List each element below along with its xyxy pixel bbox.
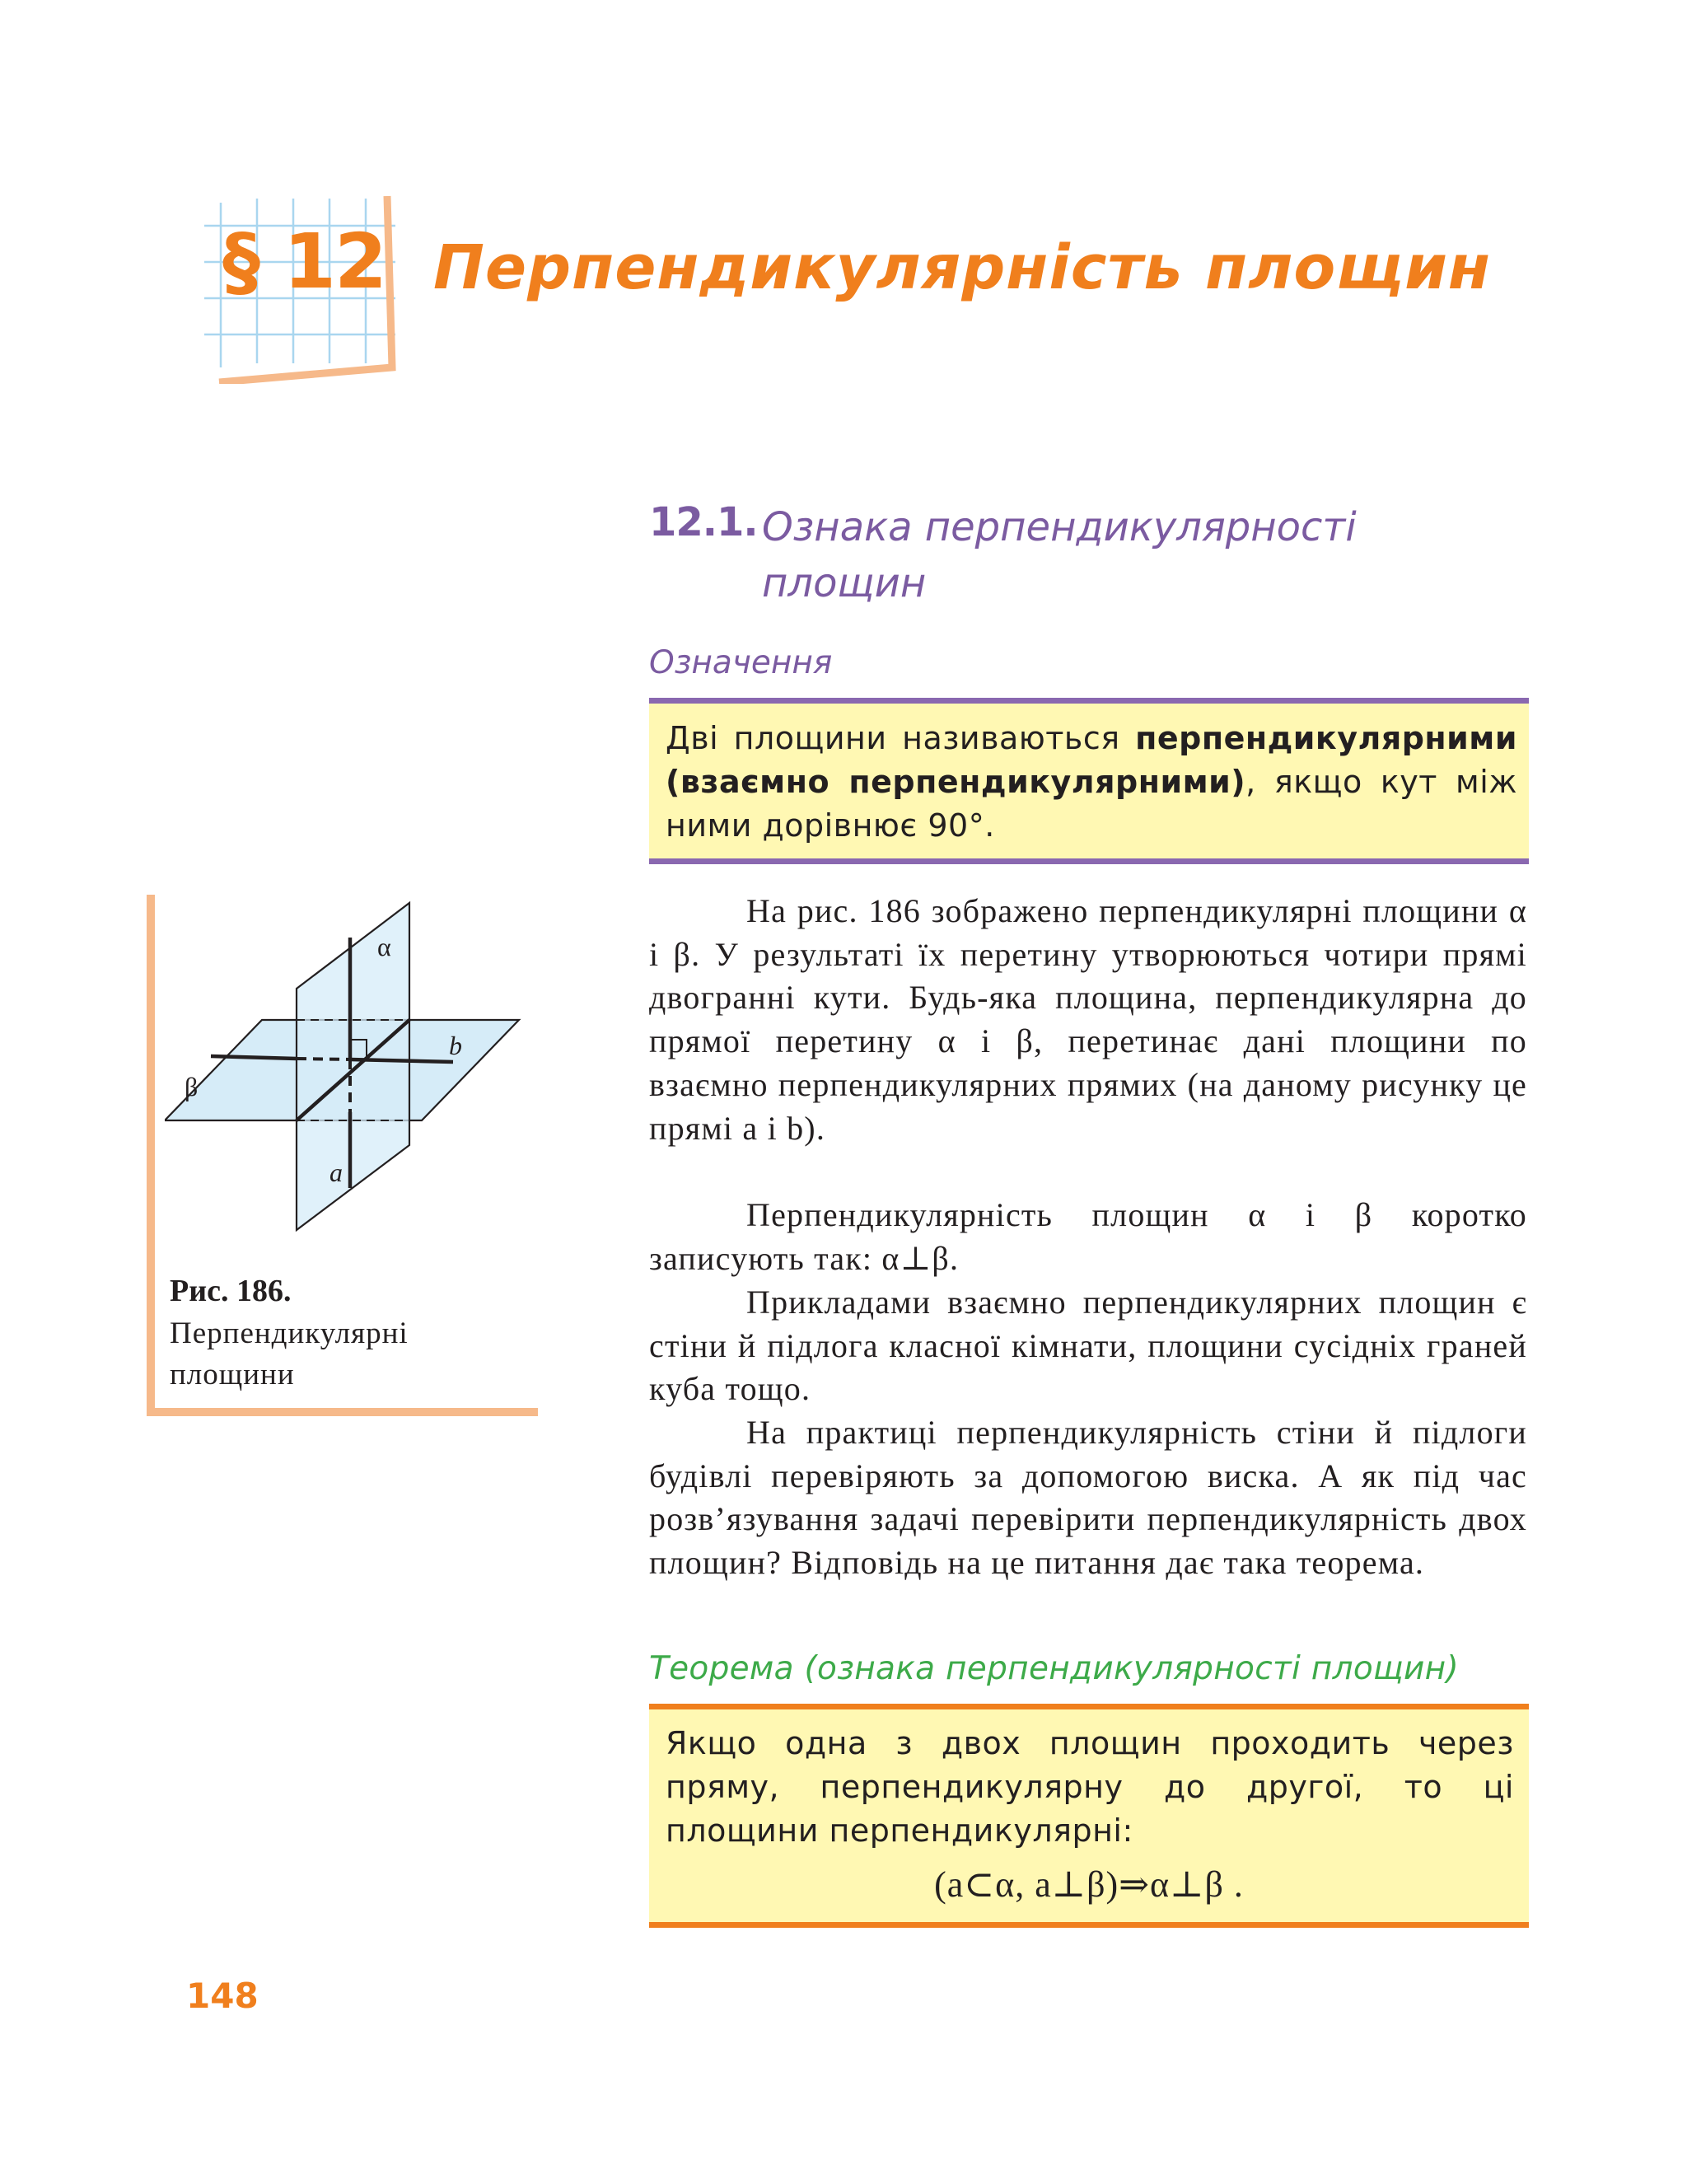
section-title-line1: Ознака перпендикулярності [762, 504, 1357, 550]
definition-text-after: , якщо кут між ними дорівнює 90°. [666, 764, 1517, 844]
paragraph-2 [649, 1194, 1527, 1280]
chapter-title: Перпендикулярність площин [433, 232, 1492, 303]
page-number: 148 [186, 1976, 259, 2016]
theorem-formula: (a⊂α, a⊥β)⇒α⊥β . [934, 1864, 1244, 1905]
paragraph-3 [649, 1281, 1527, 1411]
paragraph-1 [649, 890, 1527, 1150]
figure-caption-text: Перпендикулярні площини [170, 1316, 409, 1391]
section-title [762, 499, 1503, 611]
definition-text [666, 717, 1517, 848]
definition-term: перпендикулярними (взаємно перпендикулярними) [666, 720, 1517, 800]
paragraph-3-text: Прикладами взаємно перпендикулярних площин є стіни й підлога класної кімнати, площини сусідніх граней куба тощо. [649, 1284, 1527, 1408]
figure-caption-label: Рис. 186. [170, 1274, 292, 1308]
paragraph-4-text: На практиці перпендикулярність стіни й підлоги будівлі перевіряють за допомогою виска. А як під час розв’язування задачі перевірити перпендикулярність двох площин? Відповідь на це питання дає така теорема. [649, 1414, 1527, 1582]
section-title-line2: площин [762, 560, 927, 606]
figure-perpendicular-planes [165, 898, 527, 1244]
theorem-label: Теорема (ознака перпендикулярності площин) [649, 1650, 1459, 1687]
paragraph-4 [649, 1411, 1527, 1585]
definition-label: Означення [649, 644, 833, 681]
label-a: a [329, 1157, 343, 1187]
paragraph-2-text: Перпендикулярність площин α і β коротко записують так: α⊥β. [649, 1196, 1527, 1277]
label-b: b [449, 1031, 462, 1060]
chapter-number: § 12 [222, 217, 386, 306]
plane-alpha [297, 903, 409, 1230]
definition-text-before: Дві площини називаються [666, 720, 1136, 756]
section-number: 12.1. [649, 499, 758, 545]
label-beta: β [185, 1072, 199, 1101]
theorem-text: Якщо одна з двох площин проходить через пряму, перпендикулярну до другої, то ці площини перпендикулярні: [666, 1725, 1514, 1849]
paragraph-1-text: На рис. 186 зображено перпендикулярні площини α і β. У результаті їх перетину утворюються чотири прямі двогранні кути. Будь-яка площина, перпендикулярна до прямої перетину α і β, перетинає дані площини по взаємно перпендикулярних прямих (на даному рисунку це прямі a і b). [649, 892, 1527, 1147]
label-alpha: α [377, 932, 391, 961]
